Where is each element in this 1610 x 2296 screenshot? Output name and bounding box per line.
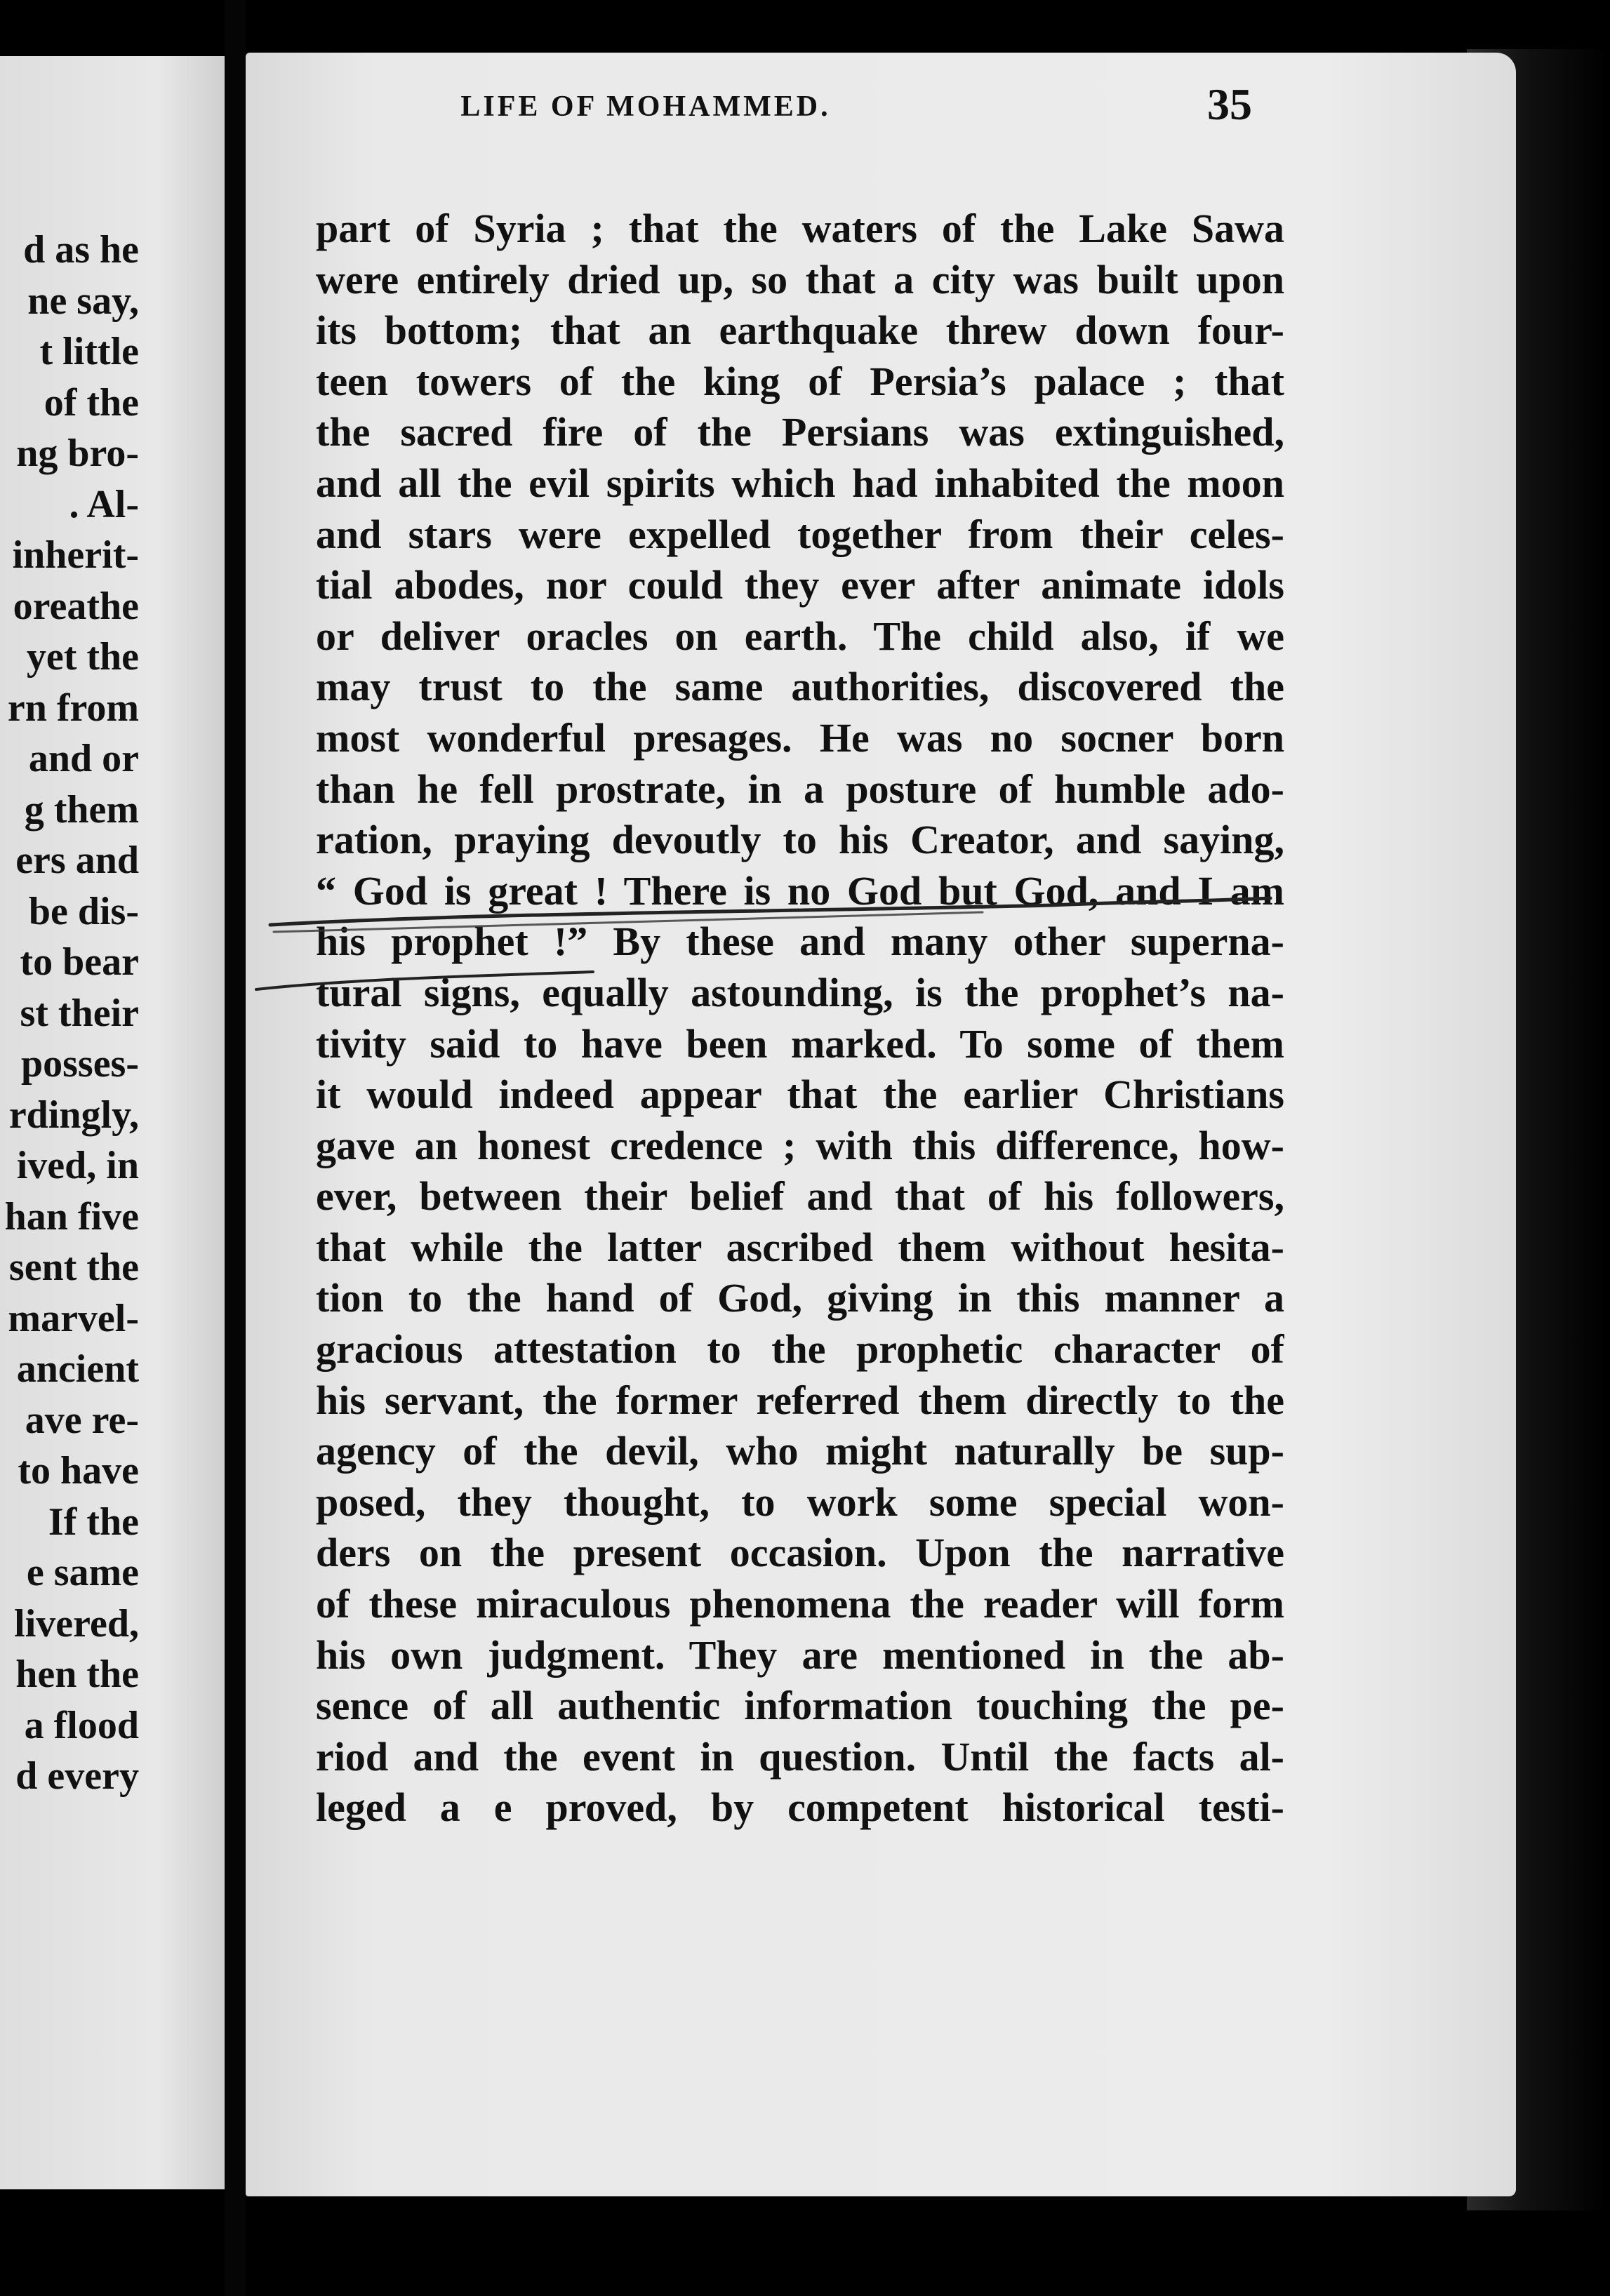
text-line: tivity said to have been marked. To some of them — [316, 1020, 1284, 1067]
left-line: ived, in — [16, 1144, 139, 1187]
left-line: d as he — [23, 228, 139, 272]
left-line: hen the — [15, 1653, 139, 1696]
text-line: gave an honest credence ; with this difference, how- — [316, 1122, 1284, 1168]
text-line: its bottom; that an earthquake threw down four- — [316, 307, 1284, 354]
text-line: his servant, the former referred them directly to the — [316, 1377, 1284, 1423]
left-line: inherit- — [12, 533, 139, 577]
left-line: of the — [44, 380, 139, 425]
text-line: ever, between their belief and that of his followers, — [316, 1173, 1284, 1220]
text-line: gracious attestation to the prophetic character of — [316, 1326, 1284, 1373]
left-line: st their — [20, 991, 139, 1035]
left-line: d every — [15, 1754, 139, 1798]
left-line: rn from — [7, 686, 139, 730]
text-line: “ God is great ! There is no God but God, and I am — [316, 867, 1284, 914]
text-line: that while the latter ascribed them without hesita- — [316, 1224, 1284, 1270]
text-line: and all the evil spirits which had inhabited the moon — [316, 460, 1284, 506]
text-line: the sacred fire of the Persians was extinguished, — [316, 409, 1284, 455]
left-line: a flood — [24, 1703, 139, 1747]
left-line: han five — [4, 1194, 139, 1239]
left-line: rdingly, — [8, 1093, 139, 1137]
text-line: agency of the devil, who might naturally be sup- — [316, 1428, 1284, 1474]
text-line: tial abodes, nor could they ever after animate idols — [316, 562, 1284, 608]
running-head: LIFE OF MOHAMMED. — [460, 91, 831, 123]
body-text — [316, 203, 1284, 1834]
left-line: to bear — [20, 940, 139, 984]
left-line: and or — [28, 737, 139, 780]
left-line: t little — [39, 330, 139, 373]
left-line: . Al- — [69, 482, 139, 526]
left-line: e same — [26, 1551, 139, 1594]
left-line: posses- — [20, 1042, 139, 1086]
left-line: marvel- — [8, 1296, 139, 1340]
text-line: tural signs, equally astounding, is the prophet’s na- — [316, 969, 1284, 1015]
text-line: and stars were expelled together from their celes- — [316, 511, 1284, 557]
left-page-text — [0, 225, 139, 1802]
text-line: tion to the hand of God, giving in this manner a — [316, 1275, 1284, 1321]
left-line: ancient — [16, 1347, 139, 1391]
text-line: may trust to the same authorities, discovered the — [316, 664, 1284, 710]
text-line: most wonderful presages. He was no socner born — [316, 714, 1284, 761]
text-line: posed, they thought, to work some special won- — [316, 1479, 1284, 1525]
text-line: part of Syria ; that the waters of the Lake Sawa — [316, 206, 1284, 251]
text-line: riod and the event in question. Until the facts al- — [316, 1733, 1284, 1780]
text-line: his own judgment. They are mentioned in the ab- — [316, 1631, 1284, 1678]
text-line: than he fell prostrate, in a posture of humble ado- — [316, 766, 1284, 812]
left-line: ers and — [15, 839, 139, 882]
text-line: ders on the present occasion. Upon the narrative — [316, 1530, 1284, 1576]
left-line: be dis- — [28, 889, 139, 933]
left-line: yet the — [26, 635, 139, 679]
text-line: his prophet !” By these and many other superna- — [316, 919, 1284, 965]
page-number: 35 — [1207, 79, 1252, 129]
text-line: leged a e proved, by competent historical testi- — [316, 1784, 1284, 1831]
left-facing-page — [0, 56, 225, 2189]
text-line: or deliver oracles on earth. The child also, if we — [316, 613, 1284, 659]
left-line: livered, — [14, 1601, 139, 1646]
left-line: ave re- — [25, 1398, 139, 1442]
left-line: g them — [24, 787, 139, 832]
text-line: were entirely dried up, so that a city was built upon — [316, 256, 1284, 302]
left-line: sent the — [8, 1246, 139, 1289]
text-line: ration, praying devoutly to his Creator, and saying, — [316, 817, 1284, 863]
left-line: to have — [18, 1449, 139, 1493]
text-line: sence of all authentic information touching the pe- — [316, 1683, 1284, 1729]
book-gutter — [225, 0, 246, 2296]
text-line: teen towers of the king of Persia’s palace ; that — [316, 358, 1284, 404]
left-line: oreathe — [13, 584, 139, 628]
left-line: ne say, — [27, 279, 139, 323]
text-line: it would indeed appear that the earlier Christians — [316, 1072, 1284, 1118]
text-line: of these miraculous phenomena the reader will form — [316, 1581, 1284, 1627]
left-line: If the — [48, 1500, 139, 1544]
left-line: ng bro- — [16, 432, 139, 475]
